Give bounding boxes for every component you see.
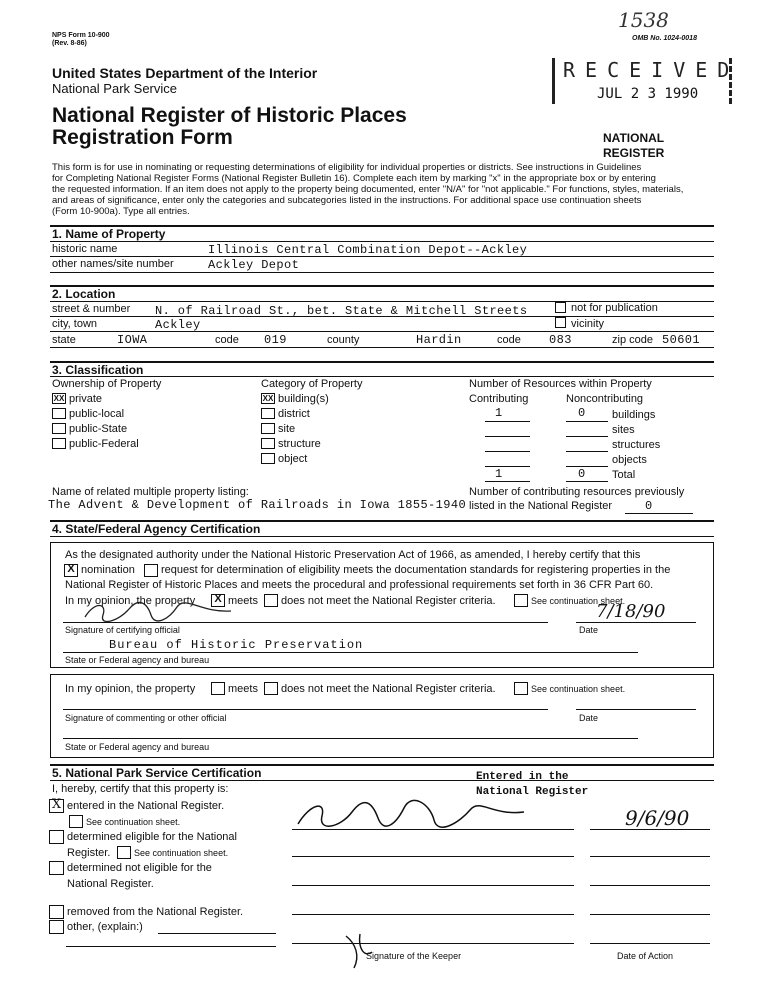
opinion-text: In my opinion, the property: [65, 595, 196, 607]
noncontributing-header: Noncontributing: [566, 393, 644, 405]
multiple-listing-value: The Advent & Development of Railroads in Iowa 1855-1940: [48, 498, 467, 512]
city-label: city, town: [52, 318, 98, 330]
does-not-meet-label: does not meet the National Register criteria.: [281, 683, 496, 695]
instructions-line: and areas of significance, enter only the categories and subcategories listed in the instructions. For additional space use continuation sheets: [52, 195, 642, 206]
previous-count-label: Number of contributing resources previously: [469, 486, 685, 498]
historic-name-value: Illinois Central Combination Depot--Ackley: [208, 243, 528, 257]
category-checkbox[interactable]: XX: [262, 394, 274, 403]
does-not-meet-checkbox[interactable]: [264, 594, 278, 607]
continuation-label: See continuation sheet.: [86, 817, 181, 827]
keeper-date: 9/6/90: [625, 806, 690, 830]
resource-type: structures: [612, 439, 661, 451]
previous-count-label-2: listed in the National Register: [469, 500, 613, 512]
state-value: IOWA: [117, 333, 148, 347]
resources-label: Number of Resources within Property: [469, 378, 652, 390]
county-code-label: code: [497, 334, 521, 346]
not-eligible-checkbox[interactable]: [49, 861, 64, 875]
removed-checkbox[interactable]: [49, 905, 64, 919]
section-2-title: 2. Location: [52, 287, 116, 301]
ownership-label: Ownership of Property: [52, 378, 162, 390]
meets-checkbox[interactable]: X: [211, 594, 225, 607]
ownership-checkbox[interactable]: [52, 423, 66, 434]
meets-label: meets: [228, 595, 258, 607]
resource-type: sites: [612, 424, 635, 436]
cert-line-3: National Register of Historic Places and meets the procedural and professional requirements set forth in 36 CFR Part 60.: [65, 579, 654, 591]
date-label: Date: [579, 625, 599, 635]
resource-type: Total: [612, 469, 636, 481]
does-not-meet-label: does not meet the National Register criteria.: [281, 595, 496, 607]
other-names-label: other names/site number: [52, 258, 174, 270]
state-code-label: code: [215, 334, 239, 346]
state-code-value: 019: [264, 333, 287, 347]
instructions-line: for Completing National Register Forms (National Register Bulletin 16). Complete each item by marking "x" in the appropriate box or by entering: [52, 173, 656, 184]
date-label: Date: [579, 713, 599, 723]
ownership-checkbox[interactable]: XX: [53, 394, 65, 403]
form-number: NPS Form 10-900: [52, 32, 110, 39]
contributing-header: Contributing: [469, 393, 529, 405]
not-for-publication-checkbox[interactable]: [555, 302, 566, 313]
zip-value: 50601: [662, 333, 701, 347]
commenting-official-box: [50, 674, 714, 758]
certification-date: 7/18/90: [596, 601, 666, 622]
keeper-signature: [292, 794, 532, 834]
category-option: site: [278, 423, 296, 435]
ownership-option: public-local: [69, 408, 125, 420]
continuation-label: See continuation sheet.: [531, 684, 626, 694]
instructions-line: the requested information. If an item does not apply to the property being documented, enter "N/A" for "not applicable." For functions, styles, materials,: [52, 184, 684, 195]
continuation-label: See continuation sheet.: [531, 596, 626, 606]
section-5-title: 5. National Park Service Certification: [52, 766, 262, 780]
historic-name-label: historic name: [52, 243, 118, 255]
does-not-meet-checkbox[interactable]: [264, 682, 278, 695]
omb-number: OMB No. 1024-0018: [632, 35, 697, 42]
service-name: National Park Service: [52, 81, 177, 96]
opinion-text: In my opinion, the property: [65, 683, 196, 695]
noncontributing-count: 0: [578, 406, 586, 420]
not-for-publication-label: not for publication: [571, 302, 658, 314]
eligible-checkbox[interactable]: [49, 830, 64, 844]
resource-type: objects: [612, 454, 647, 466]
received-date: JUL 2 3 1990: [597, 86, 699, 102]
continuation-checkbox[interactable]: [69, 815, 83, 828]
county-code-value: 083: [549, 333, 572, 347]
state-certification-box: [50, 542, 714, 668]
multiple-listing-label: Name of related multiple property listing:: [52, 486, 249, 498]
agency-value: Bureau of Historic Preservation: [109, 638, 364, 652]
signature-label: Signature of certifying official: [65, 625, 180, 635]
contributing-total: 1: [495, 467, 503, 481]
instructions-line: (Form 10-900a). Type all entries.: [52, 206, 190, 217]
eligible-label: determined eligible for the National: [67, 831, 237, 843]
other-checkbox[interactable]: [49, 920, 64, 934]
vicinity-checkbox[interactable]: [555, 317, 566, 328]
handwritten-number: 1538: [618, 8, 669, 32]
other-names-value: Ackley Depot: [208, 258, 300, 272]
ownership-option: private: [69, 393, 103, 405]
agency-label: State or Federal agency and bureau: [65, 655, 210, 665]
street-value: N. of Railroad St., bet. State & Mitchell Streets: [155, 304, 528, 318]
meets-label: meets: [228, 683, 258, 695]
previous-count-value: 0: [645, 499, 653, 513]
national-register-label: National Register.: [67, 878, 154, 890]
agency-label: State or Federal agency and bureau: [65, 742, 210, 752]
resource-type: buildings: [612, 409, 656, 421]
continuation-checkbox[interactable]: [514, 594, 528, 607]
category-checkbox[interactable]: [261, 453, 275, 464]
date-of-action-label: Date of Action: [617, 951, 674, 961]
entered-label: entered in the National Register.: [67, 800, 225, 812]
category-checkbox[interactable]: [261, 438, 275, 449]
category-checkbox[interactable]: [261, 408, 275, 419]
ownership-option: public-Federal: [69, 438, 139, 450]
keeper-signature-label: Signature of the Keeper: [366, 951, 462, 961]
entered-stamp-line-2: National Register: [476, 786, 589, 798]
entered-stamp-line-1: Entered in the: [476, 771, 569, 783]
signature-label: Signature of commenting or other official: [65, 713, 227, 723]
county-label: county: [327, 334, 360, 346]
category-option: building(s): [278, 393, 329, 405]
not-eligible-label: determined not eligible for the: [67, 862, 212, 874]
page-subtitle: Registration Form: [52, 126, 233, 149]
other-label: other, (explain:): [67, 921, 143, 933]
removed-label: removed from the National Register.: [67, 906, 244, 918]
nomination-label: nomination: [81, 564, 135, 576]
state-label: state: [52, 334, 76, 346]
continuation-checkbox[interactable]: [514, 682, 528, 695]
cert-line-1: As the designated authority under the National Historic Preservation Act of 1966, as amended, I hereby certify that this: [65, 549, 641, 561]
nomination-checkbox[interactable]: X: [64, 564, 78, 577]
category-checkbox[interactable]: [261, 423, 275, 434]
section-4-title: 4. State/Federal Agency Certification: [52, 522, 261, 536]
register-label: Register.: [67, 847, 111, 859]
continuation-checkbox[interactable]: [117, 846, 131, 859]
vicinity-label: vicinity: [571, 318, 605, 330]
category-option: object: [278, 453, 308, 465]
page-title: National Register of Historic Places: [52, 104, 407, 127]
category-label: Category of Property: [261, 378, 363, 390]
city-value: Ackley: [155, 318, 201, 332]
continuation-label: See continuation sheet.: [134, 848, 229, 858]
noncontributing-total: 0: [578, 467, 586, 481]
cert-line-2: request for determination of eligibility meets the documentation standards for registering properties in the: [161, 564, 671, 576]
received-stamp: [552, 58, 740, 104]
stamp-register: REGISTER: [603, 146, 665, 160]
section-3-title: 3. Classification: [52, 363, 144, 377]
certify-text: I, hereby, certify that this property is:: [52, 783, 229, 795]
received-stamp-text: RECEIVED: [563, 58, 740, 82]
instructions: [52, 162, 712, 217]
request-checkbox[interactable]: [144, 564, 158, 577]
instructions-line: This form is for use in nominating or requesting determinations of eligibility for individual properties or districts. See instructions in Guidelines: [52, 162, 642, 173]
category-option: district: [278, 408, 310, 420]
ownership-option: public-State: [69, 423, 128, 435]
zip-label: zip code: [612, 334, 653, 346]
street-label: street & number: [52, 303, 131, 315]
section-1-title: 1. Name of Property: [52, 227, 166, 241]
meets-checkbox[interactable]: [211, 682, 225, 695]
ownership-checkbox[interactable]: [52, 438, 66, 449]
category-option: structure: [278, 438, 321, 450]
contributing-count: 1: [495, 406, 503, 420]
ownership-checkbox[interactable]: [52, 408, 66, 419]
department-name: United States Department of the Interior: [52, 65, 318, 81]
county-value: Hardin: [416, 333, 462, 347]
stamp-national: NATIONAL: [603, 131, 665, 145]
entered-checkbox[interactable]: X: [49, 799, 64, 813]
form-revision: (Rev. 8-86): [52, 40, 87, 47]
